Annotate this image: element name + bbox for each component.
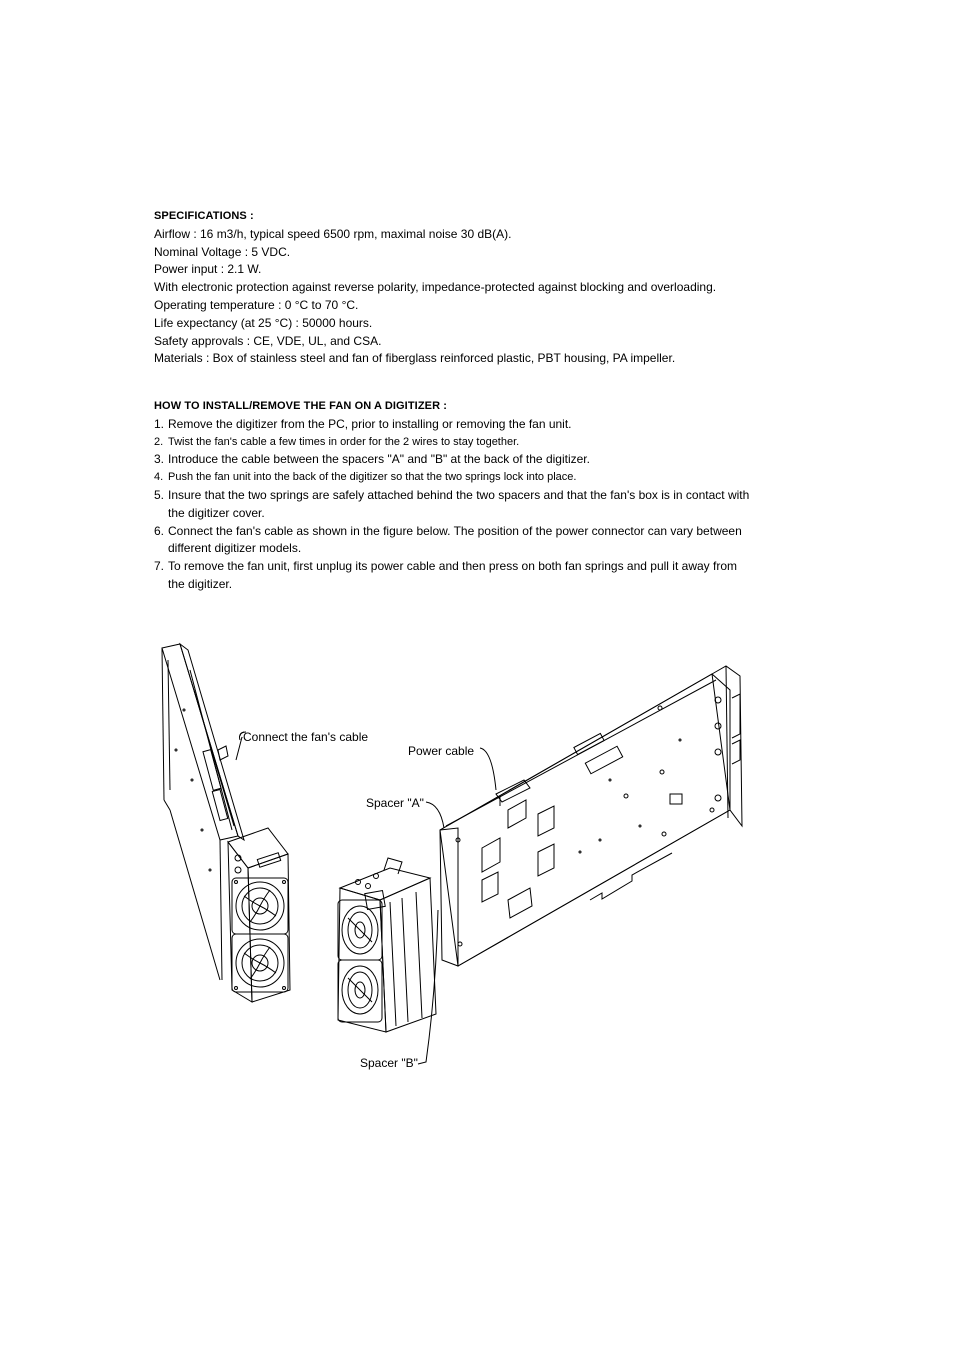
step-number: 7. <box>154 559 165 574</box>
install-step <box>154 487 754 523</box>
install-steps <box>154 416 754 594</box>
install-section <box>154 398 754 594</box>
step-text: Remove the digitizer from the PC, prior to installing or removing the fan unit. <box>168 416 572 431</box>
step-number: 4. <box>154 471 164 484</box>
callout-power-cable: Power cable <box>408 744 475 758</box>
step-number: 3. <box>154 452 165 467</box>
step-text: Twist the fan's cable a few times in order for the 2 wires to stay together. <box>168 435 520 448</box>
install-step <box>154 469 754 487</box>
spec-line: Life expectancy (at 25 °C) : 50000 hours. <box>154 315 373 330</box>
step-text: Connect the fan's cable as shown in the figure below. The position of the power connector can vary between different digitizer models. <box>168 523 742 556</box>
specifications-title: SPECIFICATIONS : <box>154 210 254 222</box>
spec-line: Power input : 2.1 W. <box>154 262 262 277</box>
installation-figure <box>140 630 780 1080</box>
install-step <box>154 416 754 434</box>
install-step <box>154 451 754 469</box>
install-step <box>154 434 754 452</box>
step-text: To remove the fan unit, first unplug its power cable and then press on both fan springs and pull it away from the digitizer. <box>168 559 737 591</box>
spec-line: Safety approvals : CE, VDE, UL, and CSA. <box>154 333 382 348</box>
step-number: 6. <box>154 523 165 538</box>
right-digitizer-drawing <box>440 666 742 966</box>
install-title: HOW TO INSTALL/REMOVE THE FAN ON A DIGITIZER : <box>154 400 448 412</box>
detached-fan-drawing <box>338 858 436 1032</box>
spec-line: Nominal Voltage : 5 VDC. <box>154 244 291 259</box>
install-step <box>154 523 754 559</box>
spec-line: Airflow : 16 m3/h, typical speed 6500 rpm, maximal noise 30 dB(A). <box>154 226 512 241</box>
callout-spacer-a: Spacer "A" <box>366 796 424 810</box>
left-digitizer-drawing <box>162 644 290 1002</box>
specifications-section <box>154 208 854 368</box>
step-text: Push the fan unit into the back of the digitizer so that the two springs lock into place. <box>168 471 577 484</box>
install-step <box>154 558 754 594</box>
callout-connect-cable: Connect the fan's cable <box>243 730 369 744</box>
spec-line: Operating temperature : 0 °C to 70 °C. <box>154 297 359 312</box>
spec-line: With electronic protection against reverse polarity, impedance-protected against blocking and overloading. <box>154 280 717 295</box>
step-number: 2. <box>154 435 164 448</box>
step-number: 1. <box>154 416 165 431</box>
step-text: Insure that the two springs are safely attached behind the two spacers and that the fan's box is in contact with the digitizer cover. <box>168 487 750 520</box>
installation-drawing <box>140 630 780 1080</box>
callout-spacer-b: Spacer "B" <box>360 1056 418 1070</box>
step-text: Introduce the cable between the spacers "A" and "B" at the back of the digitizer. <box>168 452 590 467</box>
step-number: 5. <box>154 487 165 502</box>
spec-line: Materials : Box of stainless steel and fan of fiberglass reinforced plastic, PBT housing, PA impeller. <box>154 351 676 366</box>
